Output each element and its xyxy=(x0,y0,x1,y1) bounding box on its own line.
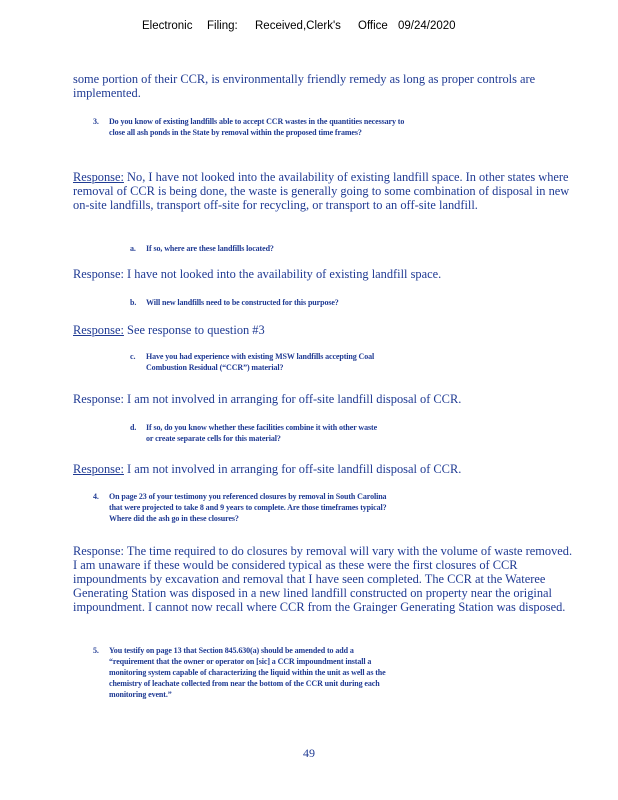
header-office: Office xyxy=(358,20,388,32)
header-date: 09/24/2020 xyxy=(398,20,456,32)
question-4: 4. On page 23 of your testimony you referenced closures by removal in South Carolina that were projected to take 8 and 9 years to complete. Are those timeframes typical? Where did the ash go in these closures? xyxy=(93,492,387,523)
response-3b: Response: See response to question #3 xyxy=(73,323,265,337)
response-3: Response: No, I have not looked into the availability of existing landfill space. In other states where removal of CCR is being done, the waste is generally going to some combination of disposal in new on-site landfills, transport off-site for recycling, or transport to an off-site landfill. xyxy=(73,170,570,212)
question-3a: a. If so, where are these landfills located? xyxy=(130,244,274,253)
question-3c: c. Have you had experience with existing MSW landfills accepting Coal Combustion Residual (“CCR”) material? xyxy=(130,352,375,372)
intro-paragraph: some portion of their CCR, is environmentally friendly remedy as long as proper controls are implemented. xyxy=(73,72,536,100)
header-filing: Filing: xyxy=(207,20,238,32)
question-5: 5. You testify on page 13 that Section 845.630(a) should be amended to add a “requirement that the owner or operator on [sic] a CCR impoundment install a monitoring system capable of characterizing the liquid within the unit as well as the chemistry of leachate collected from near the bottom of the CCR unit during each monitoring event.” xyxy=(93,646,386,699)
response-3a: Response: I have not looked into the availability of existing landfill space. xyxy=(73,267,442,281)
response-3c: Response: I am not involved in arranging for off-site landfill disposal of CCR. xyxy=(73,392,462,406)
response-3d: Response: I am not involved in arranging for off-site landfill disposal of CCR. xyxy=(73,462,462,476)
question-3b: b. Will new landfills need to be constructed for this purpose? xyxy=(130,298,339,307)
response-4: Response: The time required to do closures by removal will vary with the volume of waste removed. I am unaware if these would be considered typical as these were the first closures of CCR impoundments by excavation and removal that I have seen completed. The CCR at the Wateree Generating Station was disposed in a new lined landfill constructed on property near the original impoundment. I cannot now recall where CCR from the Grainger Generating Station was disposed. xyxy=(73,544,573,614)
header-received: Received,Clerk's xyxy=(255,20,341,32)
header-electronic: Electronic xyxy=(142,20,193,32)
page-number: 49 xyxy=(303,746,315,760)
question-3: 3. Do you know of existing landfills able to accept CCR wastes in the quantities necessary to close all ash ponds in the State by removal within the proposed time frames? xyxy=(93,117,405,137)
question-3d: d. If so, do you know whether these facilities combine it with other waste or create separate cells for this material? xyxy=(130,423,378,443)
